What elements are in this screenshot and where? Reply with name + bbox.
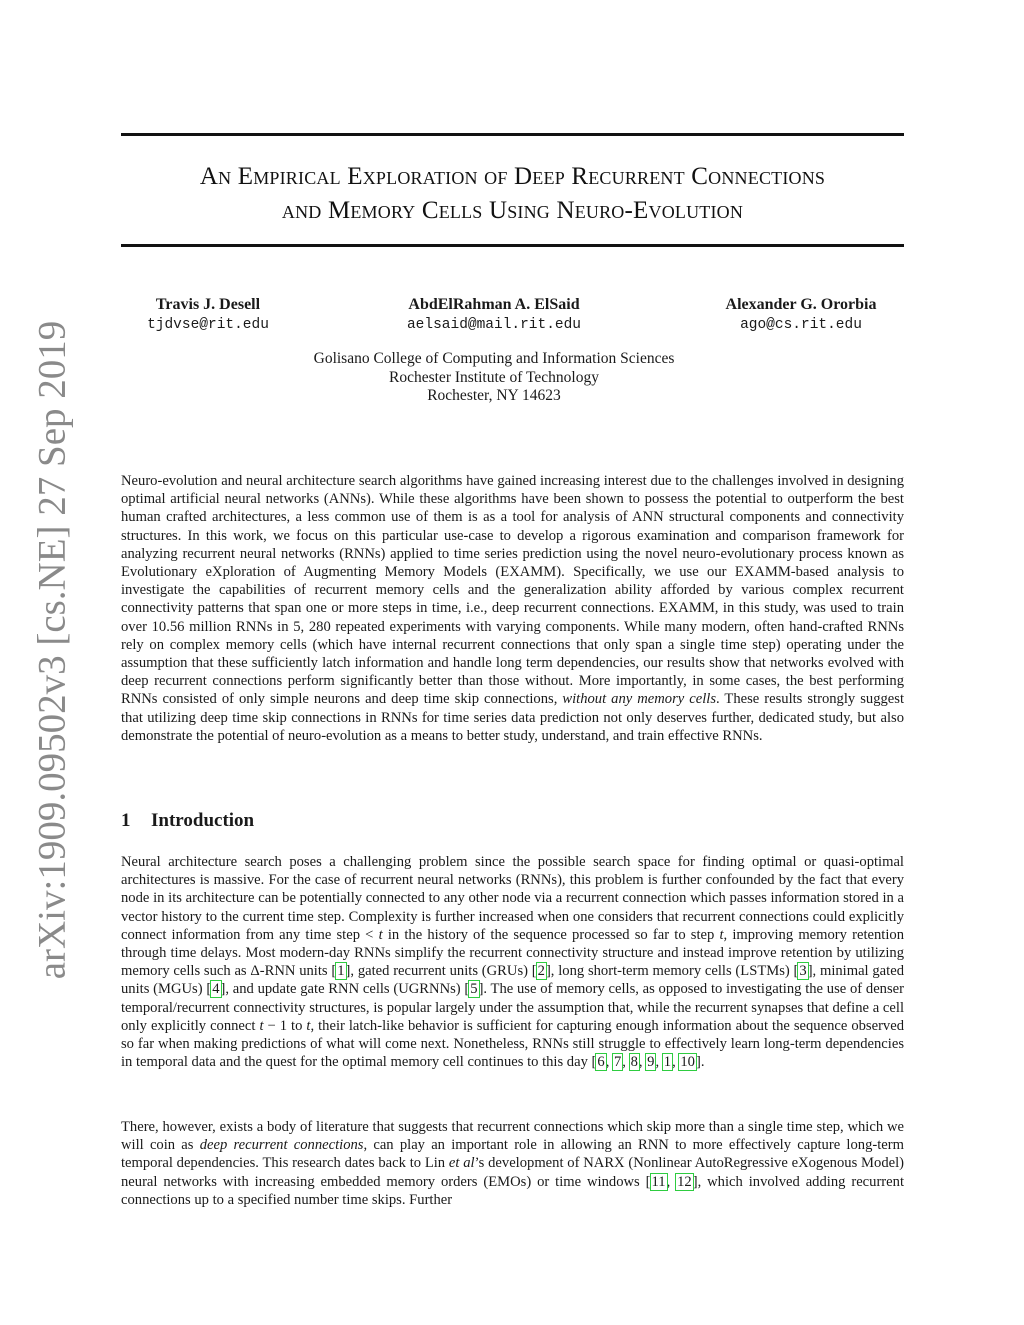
paper-title <box>121 160 904 228</box>
author-name: AbdElRahman A. ElSaid <box>408 296 580 313</box>
citation-link[interactable]: 11 <box>651 1173 666 1190</box>
body-text: , can play an important role in allowing an RNN to more effectively capture long-term temporal dependencies. This research dates back to Lin <box>121 1137 904 1172</box>
affiliation-institute: Rochester Institute of Technology <box>389 368 599 386</box>
citation-link[interactable]: 10 <box>680 1054 695 1071</box>
citation-link[interactable]: 9 <box>647 1054 655 1071</box>
body-text: ], minimal gated units (MGUs) [ <box>121 963 904 998</box>
citation-link[interactable]: 3 <box>799 963 807 980</box>
body-text: − 1 to <box>263 1017 307 1034</box>
body-text: , their latch-like behavior is sufficient for capturing enough information about the sequence observed so far when making predictions of what will come next. Nonetheless, RNNs still struggle to effectively learn long-term dependencies in temporal data and the quest for the optimal memory cell continues to this day [ <box>121 1017 905 1071</box>
citation-link[interactable]: 5 <box>470 981 478 998</box>
citation-link[interactable]: 8 <box>630 1054 638 1071</box>
body-text: ’s development of NARX (Nonlinear AutoRegressive eXogenous Model) neural networks with increasing embedded memory orders (EMOs) or time windows [ <box>121 1155 905 1190</box>
intro-paragraph-2: There, however, exists a body of literature that suggests that recurrent connections which skip more than a single time step, which we will coin as deep recurrent connections, can play an important role in allowing an RNN to more effectively capture long-term temporal dependencies. This research dates back to Lin et al’s development of NARX (Nonlinear AutoRegressive eXogenous Model) neural networks with increasing embedded memory orders (EMOs) or time windows [11, 12], which involved adding recurrent connections up to a specified number time skips. Further <box>121 1119 905 1208</box>
section-title: Introduction <box>151 810 255 831</box>
emphasis-text: deep recurrent connections <box>199 1137 364 1154</box>
citation-link[interactable]: 7 <box>613 1054 622 1071</box>
author-block-desell <box>88 295 328 335</box>
title-bottom-rule <box>121 244 904 247</box>
citation-link[interactable]: 1 <box>663 1054 672 1071</box>
body-text: ]. <box>695 1054 705 1071</box>
body-text: , improving memory retention through time delays. Most modern-day RNNs simplify the recurrent connectivity structure and instead improve retention by utilizing memory cells such as Δ-RNN units [ <box>121 926 904 980</box>
body-text: ]. The use of memory cells, as opposed to investigating the use of denser temporal/recurrent connectivity structures, is popular largely under the assumption that, while the recurrent synapses that define a cell only explicitly connect <box>121 981 904 1034</box>
body-text: Neural architecture search poses a challenging problem since the possible search space for finding optimal or quasi-optimal architectures is massive. For the case of recurrent neural networks (RNNs), this problem is further confounded by the fact that every node in its architecture can be potentially connected to any other node via a recurrent connection which passes information stored in a vector history to the current time step. Complexity is further increased when one considers that recurrent connections could explicitly connect information from any time step < <box>121 854 904 943</box>
title-line-2: and Memory Cells Using Neuro-Evolution <box>281 197 744 224</box>
author-block-elsaid <box>374 295 614 335</box>
arxiv-identifier-stamp: arXiv:1909.09502v3 [cs.NE] 27 Sep 2019 <box>30 320 74 980</box>
title-top-rule <box>121 133 904 136</box>
author-name: Travis J. Desell <box>155 296 261 313</box>
author-email[interactable]: ago@cs.rit.edu <box>740 317 862 333</box>
abstract-emphasis: without any memory cells <box>562 691 717 708</box>
author-email[interactable]: tjdvse@rit.edu <box>147 317 269 333</box>
abstract-text: Neuro-evolution and neural architecture search algorithms have gained increasing interest due to the challenges involved in designing optimal artificial neural networks (ANNs). While these algorithms have been shown to possess the potential to outperform the best human crafted architectures, a less common use of them is as a tool for analysis of ANN structural components and connectivity structures. In this work, we focus on this particular use-case to develop a rigorous examination and comparison framework for analyzing recurrent neural networks (RNNs) applied to time series prediction using the novel neuro-evolutionary process known as Evolutionary eXploration of Augmenting Memory Models (EXAMM). Specifically, we use our EXAMM-based analysis to investigate the capabilities of recurrent memory cells and the generalization ability afforded by various complex recurrent connectivity patterns that span one or more steps in time, i.e., deep recurrent connections. EXAMM, in this study, was used to train over 10.56 million RNNs in 5, 280 repeated experiments with varying components. While many modern, often hand-crafted RNNs rely on complex memory cells (which have internal recurrent connections that only span a single time step) operating under the assumption that these sufficiently latch information and handle long term dependencies, our results show that networks evolved with deep recurrent connections perform significantly better than those without. More importantly, in some cases, the best performing RNNs consisted of only simple neurons and deep time skip connections, <box>121 473 904 708</box>
body-text: There, however, exists a body of literature that suggests that recurrent connections which skip more than a single time step, which we will coin as <box>121 1119 904 1154</box>
citation-link[interactable]: 4 <box>212 981 220 998</box>
intro-paragraph-1: Neural architecture search poses a challenging problem since the possible search space for finding optimal or quasi-optimal architectures is massive. For the case of recurrent neural networks (RNNs), this problem is further confounded by the fact that every node in its architecture can be potentially connected to any other node via a recurrent connection which passes information stored in a vector history to the current time step. Complexity is further increased when one considers that recurrent connections could explicitly connect information from any time step < t in the history of the sequence processed so far to step t, improving memory retention through time delays. Most modern-day RNNs simplify the recurrent connectivity structure and instead improve retention by utilizing memory cells such as Δ-RNN units [1], gated recurrent units (GRUs) [2], long short-term memory cells (LSTMs) [3], minimal gated units (MGUs) [4], and update gate RNN cells (UGRNNs) [5]. The use of memory cells, as opposed to investigating the use of denser temporal/recurrent connectivity structures, is popular largely under the assumption that, while the recurrent synapses that define a cell only explicitly connect t − 1 to t, their latch-like behavior is sufficient for capturing enough information about the sequence observed so far when making predictions of what will come next. Nonetheless, RNNs still struggle to effectively learn long-term dependencies in temporal data and the quest for the optimal memory cell continues to this day [6, 7, 8, 9, 1, 10]. <box>121 854 905 1071</box>
body-text: ], which involved adding recurrent connections up to a specified number time skips. Further <box>121 1173 904 1208</box>
body-text: ], long short-term memory cells (LSTMs) [ <box>545 963 799 980</box>
body-text: in the history of the sequence processed so far to step <box>382 926 720 943</box>
math-variable: t <box>378 926 383 943</box>
affiliation-address: Rochester, NY 14623 <box>427 387 561 404</box>
body-text: ], gated recurrent units (GRUs) [ <box>345 963 537 980</box>
math-variable: t <box>259 1017 264 1034</box>
citation-link[interactable]: 1 <box>337 963 345 980</box>
math-variable: t <box>719 926 724 943</box>
title-line-1: An Empirical Exploration of Deep Recurrent Connections <box>199 163 826 190</box>
citation-link[interactable]: 12 <box>677 1173 692 1190</box>
emphasis-text: et al <box>448 1155 475 1172</box>
body-text: ], and update gate RNN cells (UGRNNs) [ <box>220 981 470 998</box>
affiliation <box>244 350 744 406</box>
author-block-ororbia <box>681 295 921 335</box>
abstract-paragraph <box>121 472 904 745</box>
citation-link[interactable]: 2 <box>537 963 545 980</box>
author-name: Alexander G. Ororbia <box>725 296 877 313</box>
affiliation-college: Golisano College of Computing and Information Sciences <box>313 350 675 367</box>
author-email[interactable]: aelsaid@mail.rit.edu <box>406 317 582 333</box>
citation-link[interactable]: 6 <box>597 1054 605 1071</box>
math-variable: t <box>306 1017 311 1034</box>
section-heading-introduction <box>121 810 254 832</box>
abstract-text: . These results strongly suggest that utilizing deep time skip connections in RNNs for time series data prediction not only deserves further, dedicated study, but also demonstrate the potential of neuro-evolution as a means to better study, understand, and train effective RNNs. <box>121 691 904 744</box>
section-number: 1 <box>121 810 131 831</box>
